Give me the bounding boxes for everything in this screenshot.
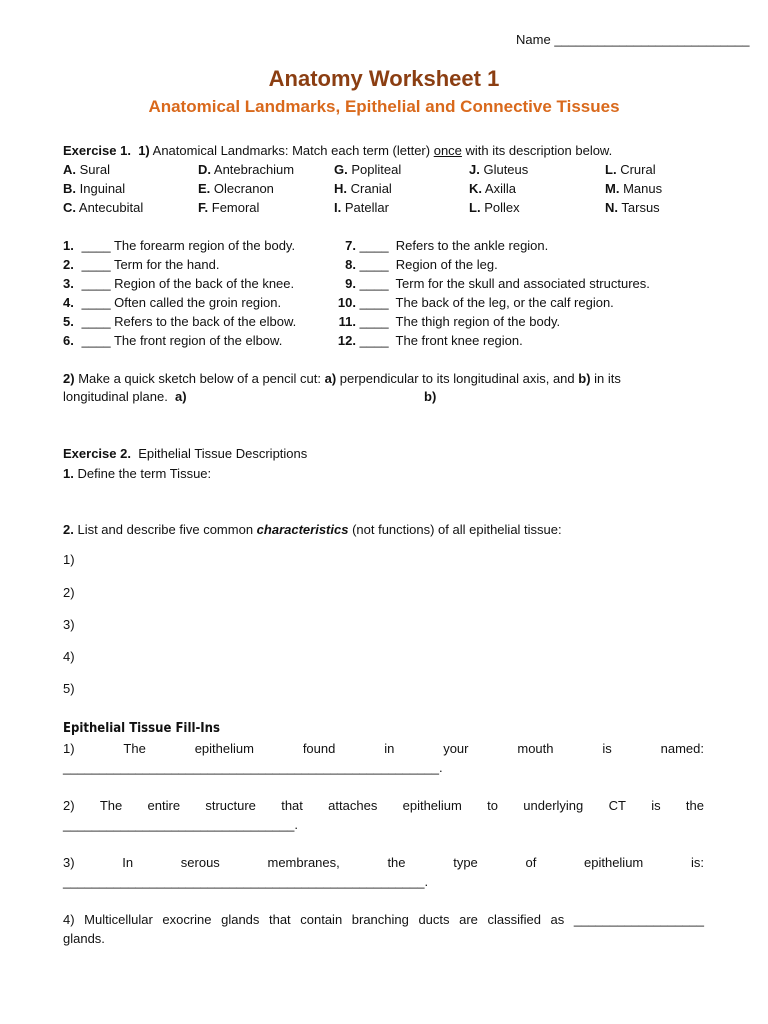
worksheet-subtitle: Anatomical Landmarks, Epithelial and Connective Tissues (148, 97, 620, 116)
answer-blank[interactable]: ____ (81, 314, 111, 329)
answer-blank[interactable]: ____ (81, 295, 111, 310)
terms-column-2 (198, 160, 294, 217)
question-row: 11. ____ The thigh region of the body. (338, 314, 561, 329)
terms-column-1 (63, 160, 143, 217)
list-item: 5) (63, 681, 75, 696)
term-item: D. Antebrachium (198, 162, 295, 177)
answer-blank[interactable]: ____ (359, 333, 389, 348)
name-label: Name (516, 32, 551, 47)
question-row: 2. ____ Term for the hand. (63, 257, 220, 272)
exercise1-part2-line2: longitudinal plane. a) (63, 389, 187, 404)
instruction-underlined: once (433, 143, 462, 158)
question-row: 12. ____ The front knee region. (337, 333, 523, 348)
term-item: L. Pollex (469, 200, 520, 215)
answer-blank[interactable]: ____________________________________________________. (63, 760, 443, 775)
term-item: E. Olecranon (198, 181, 274, 196)
list-item: 4) (63, 649, 75, 664)
instruction-text-post: with its description below. (461, 143, 613, 158)
fillin-q1: 1) The epithelium found in your mouth is named: ____________________________________________________. (63, 741, 704, 775)
exercise1-label: Exercise 1. (63, 143, 131, 158)
questions-left (63, 236, 296, 350)
answer-blank[interactable]: ____ (81, 276, 111, 291)
answer-blank[interactable]: ____ (359, 257, 389, 272)
term-item: B. Inguinal (63, 181, 126, 196)
exercise2-title: Epithelial Tissue Descriptions (138, 446, 308, 461)
fillin-q4: 4) Multicellular exocrine glands that contain branching ducts are classified as __________________ glands. (63, 912, 704, 946)
question-row: 7. ____ Refers to the ankle region. (345, 238, 549, 253)
term-item: H. Cranial (334, 181, 392, 196)
name-blank[interactable]: ___________________________ (554, 32, 750, 47)
term-item: I. Patellar (334, 200, 389, 215)
list-item: 1) (63, 552, 75, 567)
answer-blank[interactable]: ____ (81, 333, 111, 348)
name-field[interactable] (516, 32, 750, 47)
term-item: G. Popliteal (334, 162, 402, 177)
term-item: J. Gluteus (469, 162, 529, 177)
sketch-b-label: b) (424, 389, 437, 404)
term-item: F. Femoral (198, 200, 260, 215)
instruction-text-pre: Anatomical Landmarks: Match each term (letter) (152, 143, 434, 158)
sketch-a-label: a) (175, 389, 187, 404)
worksheet-title: Anatomy Worksheet 1 (268, 66, 500, 91)
exercise1-part2: 2) Make a quick sketch below of a pencil cut: a) perpendicular to its longitudinal axis, and b) in its (63, 371, 621, 386)
term-item: K. Axilla (469, 181, 516, 196)
list-item: 3) (63, 617, 75, 632)
exercise2-label: Exercise 2. (63, 446, 131, 461)
term-item: C. Antecubital (63, 200, 144, 215)
exercise1-part1-num: 1) (138, 143, 150, 158)
fillin-q3: 3) In serous membranes, the type of epithelium is: __________________________________________________. (63, 855, 704, 889)
terms-column-5 (605, 160, 662, 217)
answer-blank[interactable]: ____ (359, 276, 389, 291)
answer-blank[interactable]: ____ (359, 314, 389, 329)
question-row: 4. ____ Often called the groin region. (63, 295, 282, 310)
exercise2-header (63, 444, 307, 463)
question-row: 10. ____ The back of the leg, or the calf region. (337, 295, 614, 310)
terms-column-3 (334, 160, 401, 217)
question-row: 9. ____ Term for the skull and associated structures. (345, 276, 650, 291)
exercise1-instruction (63, 141, 612, 160)
answer-blank[interactable]: ________________________________. (63, 817, 298, 832)
list-item: 2) (63, 585, 75, 600)
term-item: N. Tarsus (605, 200, 660, 215)
exercise2-q2: 2. List and describe five common characteristics (not functions) of all epithelial tissue: (63, 522, 562, 537)
answer-blank[interactable]: ____ (81, 238, 111, 253)
answer-blank[interactable]: __________________________________________________. (63, 874, 429, 889)
fillin-q2: 2) The entire structure that attaches epithelium to underlying CT is the ________________________________. (63, 798, 704, 832)
fillins-heading: Epithelial Tissue Fill-Ins (63, 721, 220, 736)
term-item: L. Crural (605, 162, 656, 177)
answer-blank[interactable]: ____ (359, 238, 389, 253)
term-item: A. Sural (63, 162, 110, 177)
answer-blank[interactable]: ____ (81, 257, 111, 272)
question-row: 1. ____ The forearm region of the body. (63, 238, 296, 253)
terms-column-4 (469, 160, 528, 217)
term-item: M. Manus (605, 181, 663, 196)
exercise2-q1: 1. Define the term Tissue: (63, 466, 212, 481)
question-row: 3. ____ Region of the back of the knee. (63, 276, 295, 291)
answer-blank[interactable]: ____ (359, 295, 389, 310)
question-row: 8. ____ Region of the leg. (345, 257, 498, 272)
question-row: 6. ____ The front region of the elbow. (63, 333, 283, 348)
questions-right (334, 236, 650, 350)
question-row: 5. ____ Refers to the back of the elbow. (63, 314, 297, 329)
